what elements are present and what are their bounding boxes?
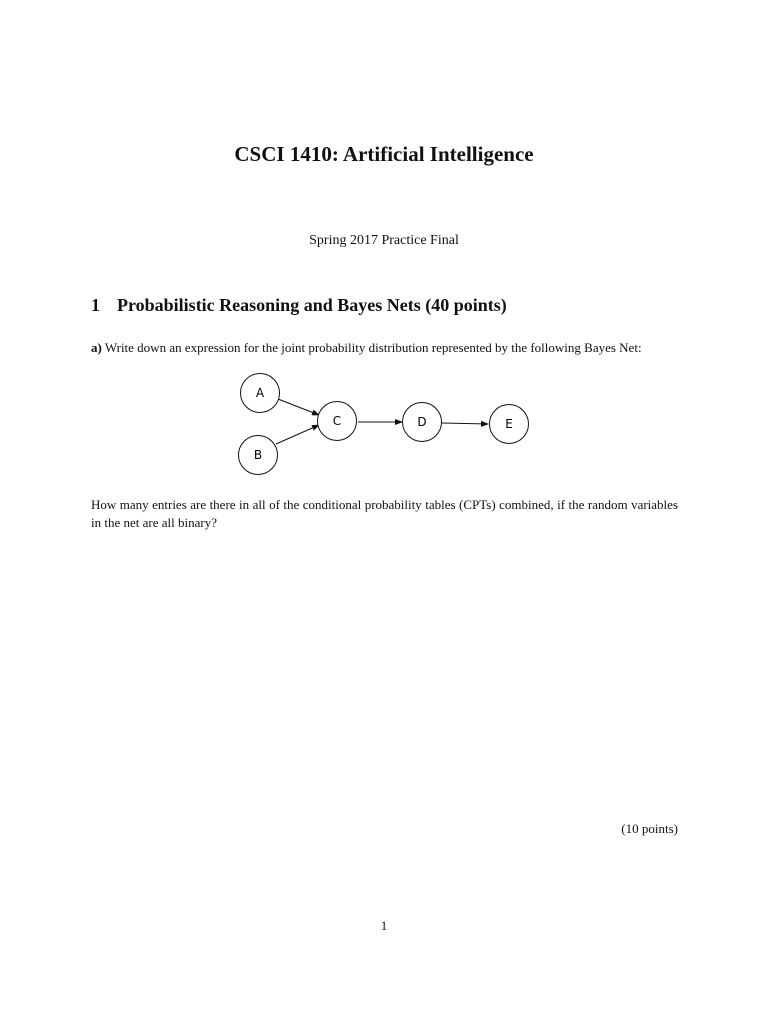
node-b	[239, 436, 278, 475]
node-c	[318, 402, 357, 441]
edge-d-e	[442, 423, 488, 424]
bayes-net-diagram	[230, 366, 540, 478]
points-label: (10 points)	[621, 821, 678, 836]
document-subtitle: Spring 2017 Practice Final	[309, 233, 459, 248]
section-title: Probabilistic Reasoning and Bayes Nets (40 points)	[117, 295, 507, 315]
section-number: 1	[91, 295, 100, 315]
node-b-label: B	[253, 448, 263, 462]
edge-a-c	[278, 399, 319, 415]
node-c-label: C	[332, 414, 342, 428]
edge-b-c	[276, 425, 319, 444]
question-a-text: Write down an expression for the joint probability distribution represented by the following Bayes Net:	[104, 340, 642, 355]
section-heading	[91, 295, 507, 316]
node-a-label: A	[255, 386, 265, 400]
question-a-label: a)	[91, 340, 102, 355]
document-title: CSCI 1410: Artificial Intelligence	[234, 142, 534, 166]
node-e-label: E	[505, 417, 513, 431]
node-a	[241, 374, 280, 413]
node-e	[490, 405, 529, 444]
question-cpt-text: How many entries are there in all of the conditional probability tables (CPTs) combined, if the random variables in the net are all binary?	[91, 497, 678, 530]
node-d-label: D	[417, 415, 427, 429]
node-d	[403, 403, 442, 442]
question-a	[91, 339, 681, 356]
page-number: 1	[380, 918, 388, 933]
